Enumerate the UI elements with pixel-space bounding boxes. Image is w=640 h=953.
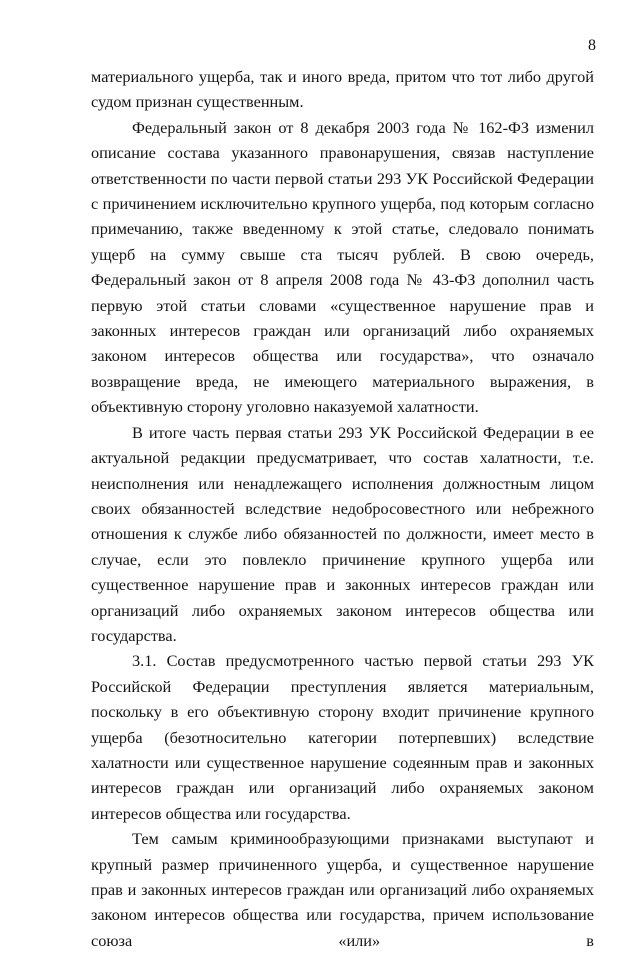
document-body xyxy=(91,64,594,953)
paragraph-federal-law-amendments: Федеральный закон от 8 декабря 2003 года № 162-ФЗ изменил описание состава указанного правонарушения, связав наступление ответственности по части первой статьи 293 УК Российской Федерации с причинением исключительно крупного ущерба, под которым согласно примечанию, также введенному к этой статье, следовало понимать ущерб на сумму свыше ста тысяч рублей. В свою очередь, Федеральный закон от 8 апреля 2008 года № 43-ФЗ дополнил часть первую этой статьи словами «существенное нарушение прав и законных интересов граждан или организаций либо охраняемых законом интересов общества или государства», что означало возвращение вреда, не имеющего материального выражения, в объективную сторону уголовно наказуемой халатности. xyxy=(91,117,594,417)
paragraph-continuation: материального ущерба, так и иного вреда, притом что тот либо другой судом признан существенным. xyxy=(91,67,594,112)
paragraph-section-3-1: 3.1. Состав предусмотренного частью первой статьи 293 УК Российской Федерации преступления является материальным, поскольку в его объективную сторону входит причинение крупного ущерба (безотносительно категории потерпевших) вследствие халатности или существенное нарушение содеянным прав и законных интересов граждан или организаций либо охраняемых законом интересов общества или государства. xyxy=(91,651,594,823)
paragraph-current-edition: В итоге часть первая статьи 293 УК Российской Федерации в ее актуальной редакции предусматривает, что состав халатности, т.е. неисполнения или ненадлежащего исполнения должностным лицом своих обязанностей вследствие недобросовестного или небрежного отношения к службе либо обязанностей по должности, имеет место в случае, если это повлекло причинение крупного ущерба или существенное нарушение прав и законных интересов граждан или организаций либо охраняемых законом интересов общества или государства. xyxy=(91,422,594,645)
paragraph-criminal-features: Тем самым криминообразующими признаками выступают и крупный размер причиненного ущерба, и существенное нарушение прав и законных интересов граждан или организаций либо охраняемых законом интересов общества или государства, причем использование союза «или» в xyxy=(91,829,594,950)
page-number: 8 xyxy=(588,37,596,54)
